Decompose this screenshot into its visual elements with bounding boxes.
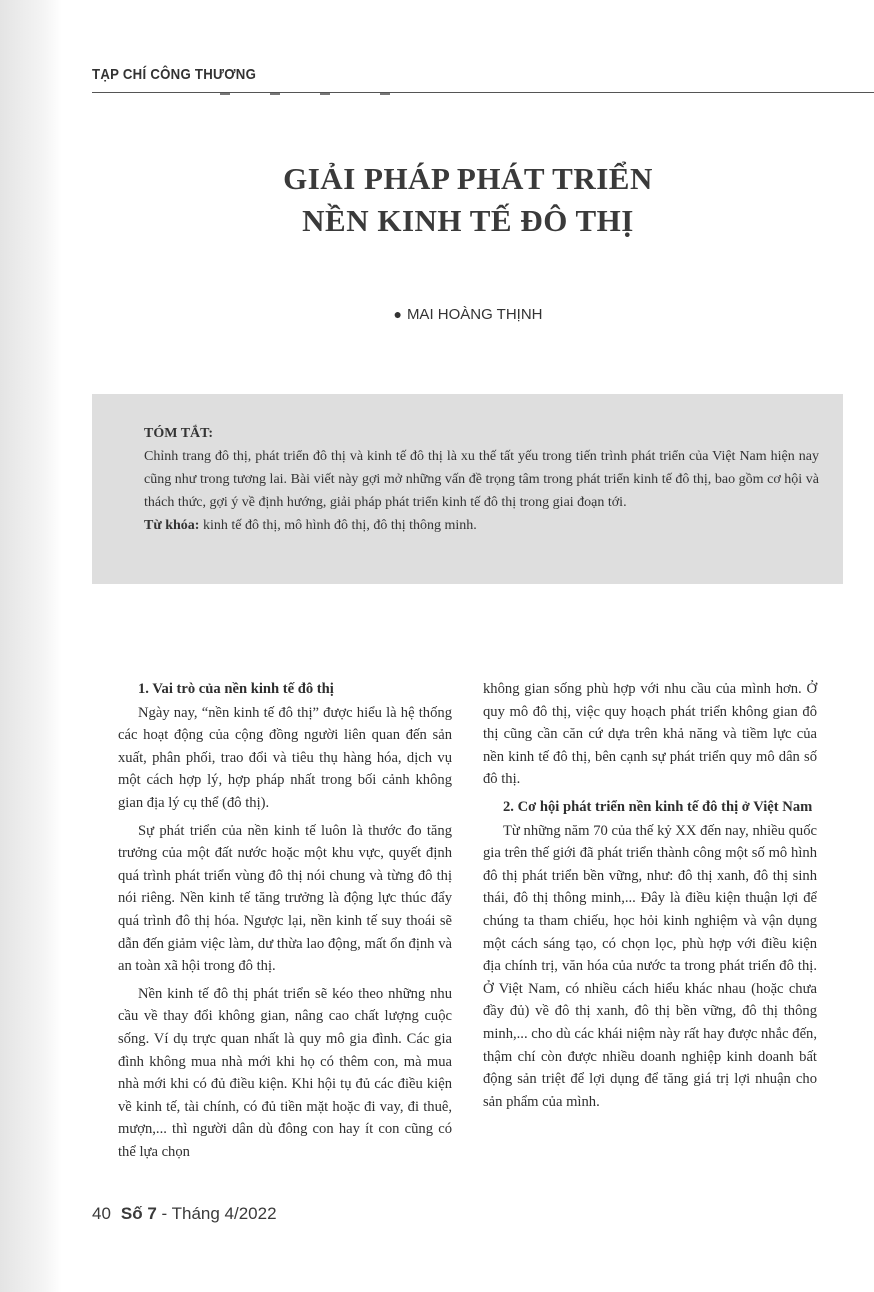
author-name: MAI HOÀNG THỊNH [406,306,543,323]
left-paragraph-1: Ngày nay, “nền kinh tế đô thị” được hiểu là hệ thống các hoạt động của cộng đồng người liên quan đến sản xuất, phân phối, trao đổi và tiêu thụ hàng hóa, dịch vụ một cách hợp lý, hợp pháp nhất trong bối cảnh không gian địa lý cụ thể (đô thị). [118,704,452,811]
right-column [483,678,817,1118]
abstract-heading: TÓM TẮT: [144,426,214,441]
abstract-text: Chỉnh trang đô thị, phát triển đô thị và kinh tế đô thị là xu thế tất yếu trong tiến trình phát triển của Việt Nam hiện nay cũng như trong tương lai. Bài viết này gợi mở những vấn đề trọng tâm trong phát triển kinh tế đô thị, bao gồm cơ hội và thách thức, gợi ý về định hướng, giải pháp phát triển kinh tế đô thị trong giai đoạn tới. [144,449,819,510]
left-paragraph-2: Sự phát triển của nền kinh tế luôn là thước đo tăng trưởng của một đất nước hoặc một khu vực, quyết định quá trình phát triển vùng đô thị nói chung và từng đô thị nói riêng. Nền kinh tế tăng trưởng là động lực thúc đẩy quá trình đô thị hóa. Ngược lại, nền kinh tế suy thoái sẽ dẫn đến giảm việc làm, dư thừa lao động, mất ổn định và an toàn xã hội trong đô thị. [118,822,452,975]
abstract-box [92,394,843,584]
keywords-text: kinh tế đô thị, mô hình đô thị, đô thị thông minh. [199,518,477,533]
title-line-1: GIẢI PHÁP PHÁT TRIỂN [283,161,653,196]
right-paragraph-continued: không gian sống phù hợp với nhu cầu của mình hơn. Ở quy mô đô thị, việc quy hoạch phát triển không gian đô thị cũng cần căn cứ dựa trên khả năng và tiềm lực của nền kinh tế đô thị, bên cạnh sự phát triển quy mô dân số đô thị. [483,681,817,788]
section-2-heading: 2. Cơ hội phát triển nền kinh tế đô thị ở Việt Nam [503,798,813,815]
abstract-keywords [144,514,819,537]
author-line [62,306,874,323]
bullet-dot-icon: ● [393,306,402,322]
page-number: 40 [92,1204,111,1223]
left-column [118,678,452,1168]
left-paragraph-3: Nền kinh tế đô thị phát triển sẽ kéo theo những nhu cầu về thay đổi không gian, nâng cao chất lượng cuộc sống. Ví dụ trực quan nhất là quy mô gia đình. Các gia đình không mua nhà mới khi họ có thêm con, mà mua nhà mới khi có đủ điều kiện. Khi hội tụ đủ các điều kiện về kinh tế, tài chính, có đủ tiền mặt hoặc đi vay, đi thuê, mượn,... thì người dân dù đông con hay ít con cũng có thể lựa chọn [118,985,452,1160]
article-title [62,158,874,242]
title-line-2: NỀN KINH TẾ ĐÔ THỊ [302,203,634,238]
section-1-heading: 1. Vai trò của nền kinh tế đô thị [138,681,334,697]
issue-date: - Tháng 4/2022 [156,1204,277,1223]
keywords-label: Từ khóa: [144,518,200,533]
page-footer [92,1204,277,1224]
page-gutter-shadow [0,0,62,1292]
right-paragraph-1: Từ những năm 70 của thế kỷ XX đến nay, nhiều quốc gia trên thế giới đã phát triển thành công một số mô hình đô thị phát triển bền vững, như: đô thị xanh, đô thị sinh thái, đô thị thông minh,... Đây là điều kiện thuận lợi để chúng ta tham chiếu, học hỏi kinh nghiệm và vận dụng một cách sáng tạo, có chọn lọc, phù hợp với điều kiện địa chính trị, văn hóa của nước ta trong phát triển đô thị. Ở Việt Nam, có nhiều cách hiểu khác nhau (hoặc chưa đầy đủ) về đô thị xanh, đô thị bền vững, đô thị thông minh,... cho dù các khái niệm này rất hay được nhắc đến, thậm chí còn được nhiều doanh nghiệp kinh doanh bất động sản triệt để lợi dụng để tăng giá trị lợi nhuận cho sản phẩm của mình. [483,822,817,1110]
header-rule [92,92,874,93]
issue-number: Số 7 [120,1204,157,1223]
header-rule-ticks [220,93,420,96]
journal-name: TẠP CHÍ CÔNG THƯƠNG [92,66,257,83]
